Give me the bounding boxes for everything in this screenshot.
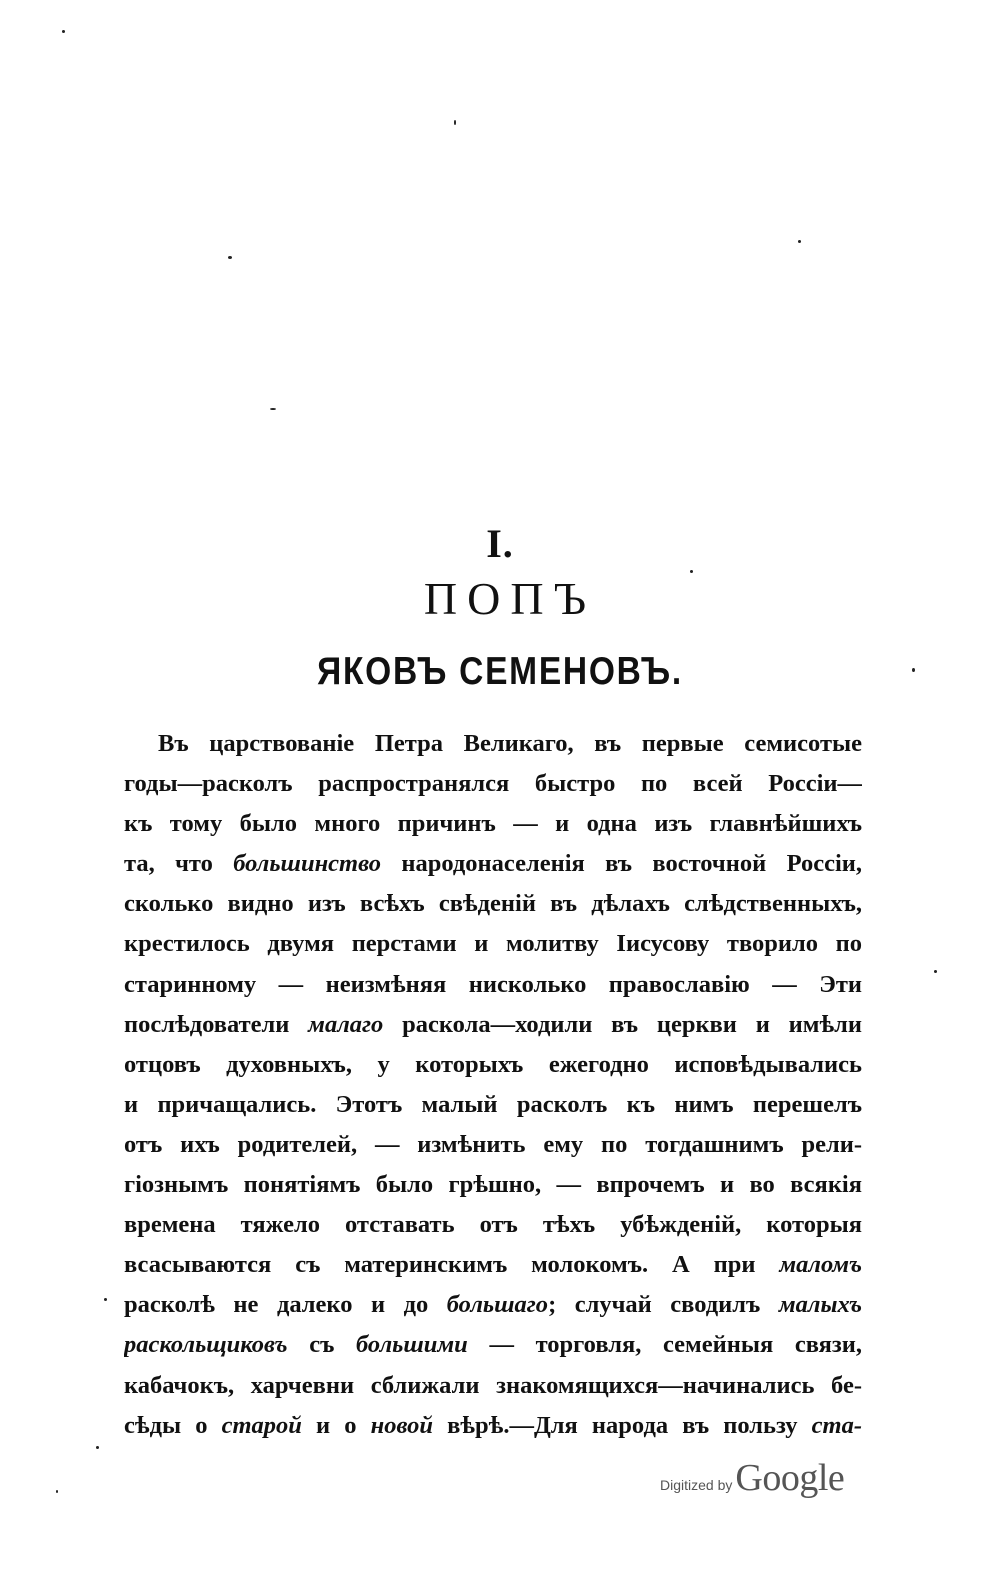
italic-text: малыхъ bbox=[778, 1291, 862, 1319]
text-line bbox=[124, 1005, 862, 1045]
text-line bbox=[124, 764, 862, 804]
text-run: крестилось двумя перстами и молитву Іисусову творило по bbox=[124, 930, 862, 958]
text-run: расколѣ не далеко и до bbox=[124, 1291, 447, 1319]
text-run: къ тому было много причинъ — и одна изъ главнѣйшихъ bbox=[124, 810, 862, 838]
text-run: та, что bbox=[124, 850, 234, 878]
text-line bbox=[124, 1245, 862, 1285]
text-run: сколько видно изъ всѣхъ свѣденій въ дѣлахъ слѣдственныхъ, bbox=[124, 890, 862, 918]
text-line bbox=[124, 844, 862, 884]
text-run: и о bbox=[301, 1411, 371, 1439]
scan-speck bbox=[228, 256, 232, 259]
text-run: сѣды о bbox=[124, 1411, 222, 1439]
scan-speck bbox=[798, 240, 801, 243]
text-line bbox=[124, 1285, 862, 1325]
text-line bbox=[124, 1325, 862, 1365]
chapter-title: ПОПЪ bbox=[423, 573, 597, 624]
scan-speck bbox=[934, 970, 937, 973]
scan-speck bbox=[96, 1446, 99, 1449]
text-line bbox=[124, 1085, 862, 1125]
watermark bbox=[660, 1456, 844, 1500]
chapter-subtitle: ЯКОВЪ СЕМЕНОВЪ. bbox=[317, 650, 683, 693]
italic-text: ста- bbox=[811, 1411, 862, 1439]
text-line bbox=[124, 965, 862, 1005]
text-run: послѣдователи bbox=[124, 1010, 309, 1038]
italic-text: большаго bbox=[446, 1291, 549, 1319]
italic-text: большими bbox=[356, 1331, 468, 1359]
body-text bbox=[124, 724, 862, 1446]
text-line bbox=[124, 724, 862, 764]
text-run: раскола—ходили въ церкви и имѣли bbox=[383, 1010, 862, 1038]
text-run: отъ ихъ родителей, — измѣнить ему по тогдашнимъ рели- bbox=[124, 1130, 862, 1158]
text-run: и причащались. Этотъ малый расколъ къ нимъ перешелъ bbox=[124, 1090, 862, 1118]
text-run: ; случай сводилъ bbox=[548, 1291, 779, 1319]
scan-speck bbox=[270, 408, 276, 410]
text-line bbox=[124, 924, 862, 964]
text-run: Въ царствованіе Петра Великаго, въ первые семисотые bbox=[158, 730, 862, 757]
google-logo: Google bbox=[735, 1457, 845, 1499]
text-line bbox=[124, 1406, 862, 1446]
text-run: вѣрѣ.—Для народа въ пользу bbox=[432, 1411, 812, 1439]
text-run: гіознымъ понятіямъ было грѣшно, — впрочемъ и во всякія bbox=[124, 1171, 862, 1199]
text-run: отцовъ духовныхъ, у которыхъ ежегодно исповѣдывались bbox=[124, 1050, 862, 1078]
italic-text: новой bbox=[370, 1411, 433, 1439]
scan-speck bbox=[62, 30, 65, 33]
italic-text: старой bbox=[221, 1411, 302, 1439]
text-run: годы—расколъ распространялся быстро по всей Россіи— bbox=[124, 770, 862, 798]
chapter-number: I. bbox=[486, 521, 514, 566]
italic-text: раскольщиковъ bbox=[124, 1331, 288, 1359]
scan-speck bbox=[104, 1298, 107, 1301]
text-line bbox=[124, 804, 862, 844]
italic-text: малаго bbox=[308, 1010, 384, 1038]
text-run: кабачокъ, харчевни сближали знакомящихся—начинались бе- bbox=[124, 1371, 862, 1399]
text-run: — торговля, семейныя связи, bbox=[467, 1331, 862, 1359]
text-line bbox=[124, 1045, 862, 1085]
italic-text: большинство bbox=[233, 850, 381, 878]
text-line bbox=[124, 1125, 862, 1165]
text-line bbox=[124, 884, 862, 924]
scan-speck bbox=[56, 1490, 58, 1493]
text-run: старинному — неизмѣняя нисколько православію — Эти bbox=[124, 970, 862, 998]
text-run: времена тяжело отставать отъ тѣхъ убѣжденій, которыя bbox=[124, 1211, 862, 1239]
italic-text: маломъ bbox=[779, 1251, 862, 1279]
text-line bbox=[124, 1205, 862, 1245]
text-line bbox=[124, 1366, 862, 1406]
scan-speck bbox=[454, 120, 456, 125]
watermark-prefix: Digitized by bbox=[660, 1477, 733, 1493]
text-run: народонаселенія въ восточной Россіи, bbox=[381, 850, 862, 878]
text-line bbox=[124, 1165, 862, 1205]
text-run: всасываются съ материнскимъ молокомъ. А при bbox=[124, 1251, 780, 1279]
text-run: съ bbox=[287, 1331, 357, 1359]
